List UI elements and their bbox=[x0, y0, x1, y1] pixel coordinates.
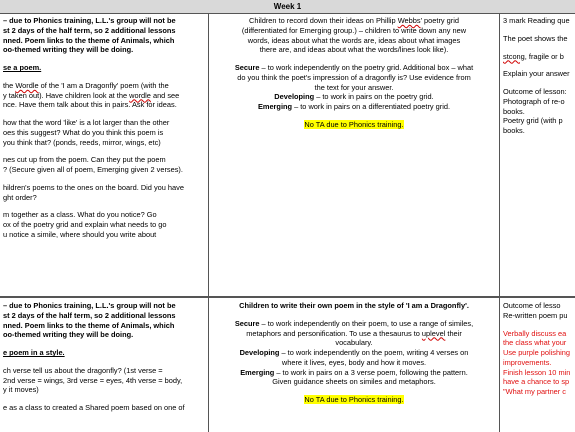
lesson1-assess-line4: Explain your answer bbox=[503, 69, 570, 79]
lesson1-assess-line2: The poet shows the bbox=[503, 33, 568, 43]
lesson1-p2-line2: oes this suggest? What do you think this poem is bbox=[3, 127, 164, 137]
lesson2-note-line4: oo-themed writing they will be doing. bbox=[3, 330, 134, 340]
lesson2-p1-line2: 2nd verse = wings, 3rd verse = eyes, 4th verse = body, bbox=[3, 375, 183, 385]
week-header bbox=[0, 0, 575, 14]
lesson1-assess-line3: stcong, fragile or b bbox=[503, 51, 564, 61]
lesson1-p5-line3: u notice a simile, where should you write about bbox=[3, 230, 157, 240]
lesson1-note-line1: – due to Phonics training, L.L.'s group will not be bbox=[3, 16, 176, 25]
lesson1-outcome-line2: Photograph of re-o bbox=[503, 96, 565, 106]
lesson2-note-line3: nned. Poem links to the theme of Animals, which bbox=[3, 320, 175, 330]
lesson2-red-line3: Use purple polishing bbox=[503, 348, 570, 358]
lesson2-assessment-cell bbox=[500, 299, 575, 432]
lesson1-p4-line1: hildren's poems to the ones on the board. Did you have bbox=[3, 182, 184, 192]
lesson1-outcome-line4: Poetry grid (with p bbox=[503, 116, 563, 126]
lesson2-secure-line2: metaphors and personification. To use a thesaurus to uplevel their bbox=[246, 328, 462, 338]
lesson2-developing-line1: Developing – to work independently on the poem, writing 4 verses on bbox=[239, 348, 469, 358]
lesson1-note-line2: st 2 days of the half term, so 2 additional lessons bbox=[3, 25, 176, 35]
lesson1-outcome-line3: books. bbox=[503, 106, 525, 116]
lesson1-outcome-line5: books. bbox=[503, 126, 525, 136]
lesson1-note-line3: nned. Poem links to the theme of Animals, which bbox=[3, 35, 175, 45]
lesson1-no-ta: No TA due to Phonics training. bbox=[304, 119, 404, 129]
lesson1-secure-line2: do you think the poet's impression of a dragonfly is? Use evidence from bbox=[237, 72, 471, 82]
lesson2-secure-line1: Secure – to work independently on their poem, to use a range of similes, bbox=[234, 318, 474, 328]
lesson1-secure-line3: the text for your answer. bbox=[314, 82, 394, 92]
lesson1-developing: Developing – to work in pairs on the poetry grid. bbox=[274, 92, 434, 102]
lesson1-p5-line1: m together as a class. What do you notice? Go bbox=[3, 210, 157, 220]
lesson2-activities-cell bbox=[0, 299, 208, 432]
lesson2-no-ta: No TA due to Phonics training. bbox=[304, 395, 404, 405]
lesson2-red-line1: Verbally discuss ea bbox=[503, 328, 567, 338]
lesson1-p3-line1: nes cut up from the poem. Can they put the poem bbox=[3, 155, 166, 165]
lesson2-heading: e poem in a style. bbox=[3, 348, 65, 358]
lesson2-emerging-line1: Emerging – to work in pairs on a 3 verse poem, following the pattern. bbox=[240, 367, 468, 377]
lesson1-differentiation-cell bbox=[209, 14, 499, 297]
lesson1-assessment-cell bbox=[500, 14, 575, 297]
lesson1-intro-line3: words, ideas about what the words are, ideas about what images bbox=[247, 35, 461, 45]
lesson2-emerging-line2: Given guidance sheets on similes and metaphors. bbox=[272, 377, 436, 387]
lesson1-intro-line4: there are, and ideas about what the words/lines look like). bbox=[259, 45, 449, 55]
lesson2-p1-line3: y it moves) bbox=[3, 385, 39, 395]
lesson2-p2-line1: e as a class to created a Shared poem based on one of bbox=[3, 403, 185, 413]
lesson1-intro-line2: (differentiated for Emerging group.) – children to write down any new bbox=[241, 25, 467, 35]
lesson2-differentiation-cell bbox=[209, 299, 499, 432]
lesson2-note-line2: st 2 days of the half term, so 2 additional lessons bbox=[3, 310, 176, 320]
lesson2-red-line2: the class what your bbox=[503, 338, 567, 348]
lesson2-outcome-label: Outcome of lesso bbox=[503, 301, 561, 310]
lesson2-outcome-line2: Re-written poem pu bbox=[503, 310, 568, 320]
lesson1-note-line4: oo-themed writing they will be doing. bbox=[3, 45, 134, 55]
lesson1-p2-line3: you think that? (ponds, reeds, mirror, wings, etc) bbox=[3, 137, 161, 147]
lesson1-p1-line1: the Wordle of the 'I am a Dragonfly' poem (with the bbox=[3, 80, 169, 90]
lesson1-p4-line2: ght order? bbox=[3, 192, 37, 202]
lesson2-red-line5: Finish lesson 10 min bbox=[503, 367, 571, 377]
lesson2-red-line4: improvements. bbox=[503, 357, 552, 367]
lesson1-p2-line1: how that the word 'like' is a lot larger than the other bbox=[3, 118, 170, 128]
lesson2-secure-line3: vocabulary. bbox=[335, 338, 373, 348]
lesson1-heading: se a poem. bbox=[3, 63, 42, 73]
week-title: Week 1 bbox=[273, 2, 302, 11]
lesson1-secure-line1: Secure – to work independently on the poetry grid. Additional box – what bbox=[234, 63, 474, 73]
lesson1-outcome-label: Outcome of lesson: bbox=[503, 87, 567, 97]
lesson1-intro-line1: Children to record down their ideas on Phillip Webbs' poetry grid bbox=[249, 16, 459, 25]
lesson1-p1-line2: y taken out). Have children look at the wordle and see bbox=[3, 90, 180, 100]
lesson1-assess-line1: 3 mark Reading que bbox=[503, 16, 570, 25]
lesson2-red-line6: have a chance to sp bbox=[503, 377, 570, 387]
lesson2-p1-line1: ch verse tell us about the dragonfly? (1st verse = bbox=[3, 365, 163, 375]
lesson2-note-line1: – due to Phonics training, L.L.'s group will not be bbox=[3, 301, 176, 310]
lesson1-p1-line3: nce. Have them talk about this in pairs. Ask for ideas. bbox=[3, 100, 177, 110]
lesson1-activities-cell bbox=[0, 14, 208, 297]
lesson2-title: Children to write their own poem in the style of 'I am a Dragonfly'. bbox=[239, 301, 469, 310]
lesson2-developing-line2: where it lives, eyes, body and how it moves. bbox=[281, 357, 427, 367]
lesson1-p3-line2: ? (Secure given all of poem, Emerging given 2 verses). bbox=[3, 165, 183, 175]
lesson1-emerging: Emerging – to work in pairs on a differentiated poetry grid. bbox=[257, 102, 451, 112]
lesson1-p5-line2: ox of the poetry grid and explain what needs to go bbox=[3, 220, 167, 230]
lesson2-red-line7: "What my partner c bbox=[503, 387, 566, 397]
